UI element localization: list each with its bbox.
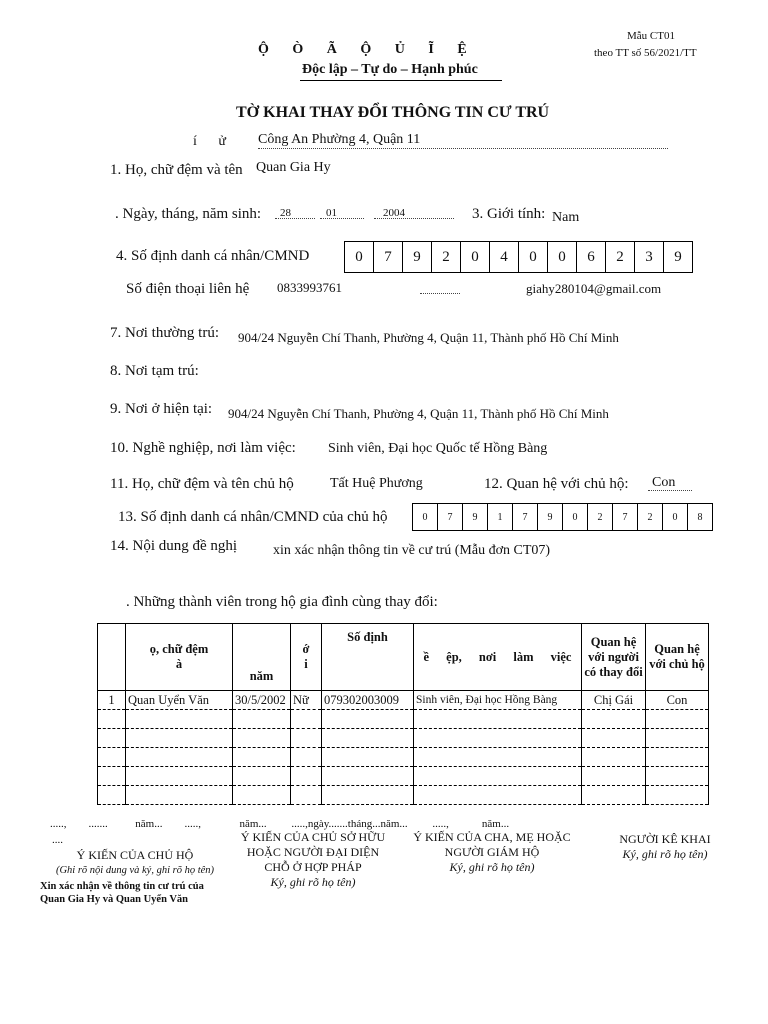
col4-title: NGƯỜI KÊ KHAI xyxy=(619,832,711,846)
form-code: Mẫu CT01 xyxy=(627,30,675,42)
table-row xyxy=(98,710,709,729)
cell-occupation[interactable] xyxy=(414,767,582,786)
full-name-label: 1. Họ, chữ đệm và tên xyxy=(110,162,243,178)
cell-occupation[interactable]: Sinh viên, Đại học Hồng Bàng xyxy=(414,691,582,710)
nation-line: Ộ Ò Ã Ộ Ủ Ĩ Ệ xyxy=(258,42,477,57)
signature-household-head xyxy=(40,848,230,906)
col1-title: Ý KIẾN CỦA CHỦ HỘ xyxy=(76,848,194,862)
head-id-boxes[interactable] xyxy=(412,503,713,531)
head-id-digit[interactable]: 0 xyxy=(413,504,438,530)
col3-note: Ký, ghi rõ họ tên) xyxy=(449,860,535,874)
header-id: Số định xyxy=(322,624,414,691)
head-id-digit[interactable]: 2 xyxy=(638,504,663,530)
header-name: ọ, chữ đệm à xyxy=(126,624,233,691)
id-number-digit[interactable]: 0 xyxy=(461,242,490,272)
dob-year[interactable]: 2004 xyxy=(383,207,405,219)
form-reference: theo TT số 56/2021/TT xyxy=(594,47,697,59)
cell-relation-person[interactable] xyxy=(582,786,646,805)
cell-dob[interactable] xyxy=(233,767,291,786)
cell-occupation[interactable] xyxy=(414,748,582,767)
cell-index[interactable] xyxy=(98,786,126,805)
table-row xyxy=(98,767,709,786)
header-gender: ớ i xyxy=(291,624,322,691)
header-occupation: ề ệp, nơi làm việc xyxy=(414,624,582,691)
household-head-value[interactable]: Tất Huệ Phương xyxy=(330,476,423,491)
table-row xyxy=(98,729,709,748)
cell-gender[interactable]: Nữ xyxy=(291,691,322,710)
cell-relation-person[interactable]: Chị Gái xyxy=(582,691,646,710)
phone-dots xyxy=(420,293,460,294)
head-id-label: 13. Số định danh cá nhân/CMND của chủ hộ xyxy=(118,509,388,525)
cell-occupation[interactable] xyxy=(414,729,582,748)
cell-gender[interactable] xyxy=(291,729,322,748)
cell-dob[interactable] xyxy=(233,786,291,805)
cell-gender[interactable] xyxy=(291,786,322,805)
id-number-digit[interactable]: 9 xyxy=(674,248,682,265)
dob-day-dots xyxy=(275,218,315,219)
cell-id[interactable] xyxy=(322,767,414,786)
cell-dob[interactable] xyxy=(233,748,291,767)
permanent-address-value[interactable]: 904/24 Nguyễn Chí Thanh, Phường 4, Quận 11, Thành phố Hồ Chí Minh xyxy=(238,330,619,345)
members-title: . Những thành viên trong hộ gia đình cùng thay đổi: xyxy=(126,594,438,610)
cell-id[interactable] xyxy=(322,729,414,748)
signature-date-line: ....., ....... năm... ....., năm... .....,ngày.......tháng...năm... ....., năm... xyxy=(50,818,510,830)
signature-owner xyxy=(238,830,388,890)
head-id-digit[interactable]: 9 xyxy=(538,504,563,530)
id-number-digit[interactable]: 0 xyxy=(345,242,374,272)
cell-dob[interactable] xyxy=(233,710,291,729)
cell-name[interactable] xyxy=(126,729,233,748)
current-address-label: 9. Nơi ở hiện tại: xyxy=(110,401,213,417)
id-number-digit[interactable]: 3 xyxy=(635,242,664,272)
signature-declarant xyxy=(590,832,740,862)
current-address-value[interactable]: 904/24 Nguyễn Chí Thanh, Phường 4, Quận 11, Thành phố Hồ Chí Minh xyxy=(228,406,609,421)
head-id-digit[interactable]: 1 xyxy=(488,504,513,530)
table-row xyxy=(98,786,709,805)
cell-index[interactable] xyxy=(98,767,126,786)
id-number-digit[interactable]: 2 xyxy=(432,242,461,272)
cell-relation-head[interactable] xyxy=(646,729,709,748)
id-number-label: 4. Số định danh cá nhân/CMND xyxy=(116,248,310,264)
cell-relation-head[interactable] xyxy=(646,748,709,767)
temporary-address-label: 8. Nơi tạm trú: xyxy=(110,363,199,379)
table-row xyxy=(98,748,709,767)
permanent-address-label: 7. Nơi thường trú: xyxy=(110,325,219,341)
cell-id[interactable] xyxy=(322,786,414,805)
cell-occupation[interactable] xyxy=(414,710,582,729)
dob-month[interactable]: 01 xyxy=(326,207,337,219)
cell-relation-head[interactable] xyxy=(646,710,709,729)
cell-name[interactable] xyxy=(126,710,233,729)
header-relation-person: Quan hệ với người có thay đổi xyxy=(582,624,646,691)
occupation-label: 10. Nghề nghiệp, nơi làm việc: xyxy=(110,440,296,456)
cell-index[interactable]: 1 xyxy=(98,691,126,710)
gender-value[interactable]: Nam xyxy=(552,210,580,225)
cell-gender[interactable] xyxy=(291,767,322,786)
cell-gender[interactable] xyxy=(291,748,322,767)
col4-note: Ký, ghi rõ họ tên) xyxy=(622,847,708,861)
relation-label: 12. Quan hệ với chủ hộ: xyxy=(484,476,629,492)
cell-relation-person[interactable] xyxy=(582,748,646,767)
cell-dob[interactable] xyxy=(233,729,291,748)
phone-value[interactable]: 0833993761 xyxy=(277,280,342,295)
col1-note: (Ghi rõ nội dung và ký, ghi rõ họ tên) xyxy=(55,865,215,876)
head-id-digit[interactable]: 7 xyxy=(438,504,463,530)
cell-relation-person[interactable] xyxy=(582,767,646,786)
signature-guardian xyxy=(412,830,572,875)
head-id-digit[interactable]: 7 xyxy=(513,504,538,530)
occupation-value[interactable]: Sinh viên, Đại học Quốc tế Hồng Bàng xyxy=(328,441,548,456)
cell-id[interactable] xyxy=(322,748,414,767)
cell-id[interactable]: 079302003009 xyxy=(322,691,414,710)
head-id-digit[interactable]: 9 xyxy=(463,504,488,530)
col1-content[interactable]: Xin xác nhận về thông tin cư trú của Quan Gia Hy và Quan Uyển Văn xyxy=(40,881,204,905)
table-row xyxy=(98,691,709,710)
cell-index[interactable] xyxy=(98,729,126,748)
members-header-row xyxy=(98,624,709,691)
header-relation-head: Quan hệ với chủ hộ xyxy=(646,624,709,691)
cell-relation-head[interactable] xyxy=(646,786,709,805)
household-head-label: 11. Họ, chữ đệm và tên chủ hộ xyxy=(110,476,294,492)
phone-label: Số điện thoại liên hệ xyxy=(126,281,250,297)
head-id-digit[interactable]: 0 xyxy=(563,504,588,530)
cell-name[interactable] xyxy=(126,748,233,767)
col3-title: Ý KIẾN CỦA CHA, MẸ HOẶC NGƯỜI GIÁM HỘ xyxy=(413,830,571,859)
header-index xyxy=(98,624,126,691)
form-title: TỜ KHAI THAY ĐỔI THÔNG TIN CƯ TRÚ xyxy=(236,104,550,121)
id-number-digit[interactable]: 7 xyxy=(374,242,403,272)
cell-name[interactable]: Quan Uyển Văn xyxy=(126,691,233,710)
cell-dob[interactable]: 30/5/2002 xyxy=(233,691,291,710)
recipient-label: í ử xyxy=(193,134,226,149)
email-value[interactable]: giahy280104@gmail.com xyxy=(526,281,662,296)
id-number-digit[interactable]: 0 xyxy=(548,242,577,272)
recipient-dots xyxy=(258,148,668,149)
recipient-value[interactable]: Công An Phường 4, Quận 11 xyxy=(258,132,421,147)
cell-relation-person[interactable] xyxy=(582,710,646,729)
dob-year-dots xyxy=(374,218,454,219)
col2-title: Ý KIẾN CỦA CHỦ SỞ HỮU HOẶC NGƯỜI ĐẠI DIỆN CHỖ Ở HỢP PHÁP xyxy=(240,830,386,874)
col1-dots: .... xyxy=(52,834,63,846)
head-id-digit[interactable]: 8 xyxy=(697,511,703,523)
dob-label: . Ngày, tháng, năm sinh: xyxy=(115,206,262,222)
motto-underline xyxy=(300,80,502,81)
header-dob: năm xyxy=(233,624,291,691)
request-label: 14. Nội dung đề nghị xyxy=(110,538,238,554)
cell-relation-head[interactable] xyxy=(646,767,709,786)
dob-day[interactable]: 28 xyxy=(280,207,291,219)
cell-index[interactable] xyxy=(98,710,126,729)
head-id-digit[interactable]: 0 xyxy=(663,504,688,530)
request-value[interactable]: xin xác nhận thông tin về cư trú (Mẫu đơn CT07) xyxy=(273,543,551,558)
cell-name[interactable] xyxy=(126,786,233,805)
cell-relation-person[interactable] xyxy=(582,729,646,748)
head-id-digit[interactable]: 7 xyxy=(613,504,638,530)
head-id-digit[interactable]: 2 xyxy=(588,504,613,530)
cell-gender[interactable] xyxy=(291,710,322,729)
id-number-digit[interactable]: 2 xyxy=(606,242,635,272)
full-name-value[interactable]: Quan Gia Hy xyxy=(256,160,331,175)
motto: Độc lập – Tự do – Hạnh phúc xyxy=(302,62,478,77)
relation-value[interactable]: Con xyxy=(652,475,676,490)
id-number-digit[interactable]: 0 xyxy=(519,242,548,272)
members-table xyxy=(97,623,709,805)
dob-month-dots xyxy=(320,218,364,219)
cell-name[interactable] xyxy=(126,767,233,786)
cell-id[interactable] xyxy=(322,710,414,729)
cell-relation-head[interactable]: Con xyxy=(646,691,709,710)
cell-occupation[interactable] xyxy=(414,786,582,805)
cell-index[interactable] xyxy=(98,748,126,767)
id-number-boxes[interactable] xyxy=(344,241,693,273)
id-number-digit[interactable]: 9 xyxy=(403,242,432,272)
relation-dots xyxy=(648,490,692,491)
id-number-digit[interactable]: 6 xyxy=(577,242,606,272)
id-number-digit[interactable]: 4 xyxy=(490,242,519,272)
gender-label: 3. Giới tính: xyxy=(472,206,546,222)
col2-note: Ký, ghi rõ họ tên) xyxy=(270,875,356,889)
